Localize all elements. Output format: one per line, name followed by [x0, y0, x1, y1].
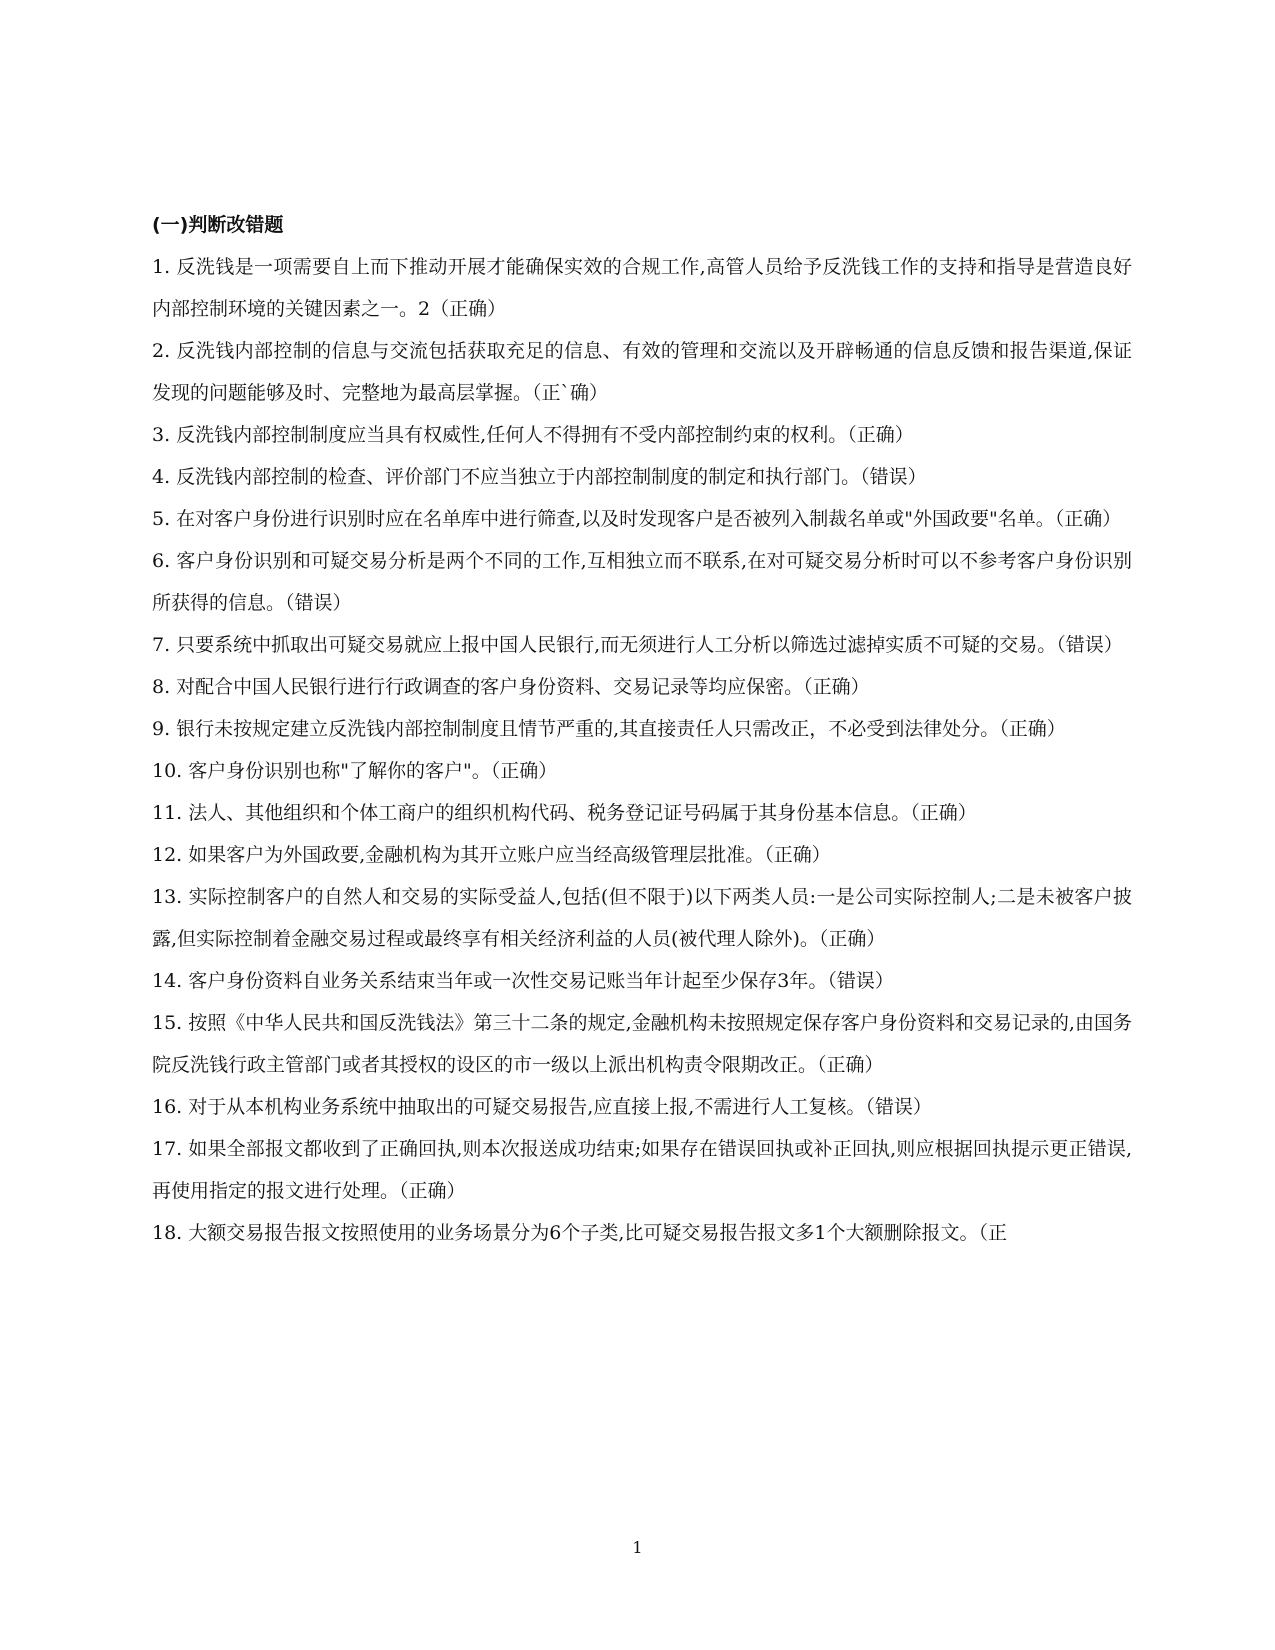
question-item: 5. 在对客户身份进行识别时应在名单库中进行筛查,以及时发现客户是否被列入制裁名单或"外国政要"名单。（正确） — [152, 508, 1122, 530]
question-item: 6. 客户身份识别和可疑交易分析是两个不同的工作,互相独立而不联系,在对可疑交易分析时可以不参考客户身份识别所获得的信息。（错误） — [152, 550, 1132, 614]
question-item: 3. 反洗钱内部控制制度应当具有权威性,任何人不得拥有不受内部控制约束的权利。（正确） — [152, 424, 914, 446]
question-item: 8. 对配合中国人民银行进行行政调查的客户身份资料、交易记录等均应保密。（正确） — [152, 676, 870, 698]
question-item: 11. 法人、其他组织和个体工商户的组织机构代码、税务登记证号码属于其身份基本信息。（正确） — [152, 802, 977, 824]
question-item: 14. 客户身份资料自业务关系结束当年或一次性交易记账当年计起至少保存3年。（错误） — [152, 970, 894, 992]
question-item: 2. 反洗钱内部控制的信息与交流包括获取充足的信息、有效的管理和交流以及开辟畅通的信息反馈和报告渠道,保证发现的问题能够及时、完整地为最高层掌握。（正`确） — [152, 340, 1132, 404]
question-list — [152, 246, 1132, 1254]
question-item: 15. 按照《中华人民共和国反洗钱法》第三十二条的规定,金融机构未按照规定保存客户身份资料和交易记录的,由国务院反洗钱行政主管部门或者其授权的设区的市一级以上派出机构责令限期改正。（正确） — [152, 1012, 1132, 1076]
section-title: (一)判断改错题 — [152, 214, 284, 236]
question-item: 17. 如果全部报文都收到了正确回执,则本次报送成功结束;如果存在错误回执或补正回执,则应根据回执提示更正错误,再使用指定的报文进行处理。（正确） — [152, 1138, 1132, 1202]
document-body — [152, 204, 1132, 1254]
page-number: 1 — [632, 1538, 643, 1557]
question-item: 18. 大额交易报告报文按照使用的业务场景分为6个子类,比可疑交易报告报文多1个大额删除报文。（正 — [152, 1222, 1007, 1244]
question-item: 16. 对于从本机构业务系统中抽取出的可疑交易报告,应直接上报,不需进行人工复核。（错误） — [152, 1096, 932, 1118]
question-item: 12. 如果客户为外国政要,金融机构为其开立账户应当经高级管理层批准。（正确） — [152, 844, 831, 866]
question-item: 7. 只要系统中抓取出可疑交易就应上报中国人民银行,而无须进行人工分析以筛选过滤掉实质不可疑的交易。（错误） — [152, 634, 1123, 656]
question-item: 10. 客户身份识别也称"了解你的客户"。（正确） — [152, 760, 558, 782]
question-item: 4. 反洗钱内部控制的检查、评价部门不应当独立于内部控制制度的制定和执行部门。（错误） — [152, 466, 927, 488]
question-item: 13. 实际控制客户的自然人和交易的实际受益人,包括(但不限于)以下两类人员:一是公司实际控制人;二是未被客户披露,但实际控制着金融交易过程或最终享有相关经济利益的人员(被代理人除外)。（正确） — [152, 886, 1132, 950]
question-item: 9. 银行未按规定建立反洗钱内部控制制度且情节严重的,其直接责任人只需改正，不必受到法律处分。（正确） — [152, 718, 1066, 740]
question-item: 1. 反洗钱是一项需要自上而下推动开展才能确保实效的合规工作,高管人员给予反洗钱工作的支持和指导是营造良好内部控制环境的关键因素之一。2（正确） — [152, 256, 1132, 320]
